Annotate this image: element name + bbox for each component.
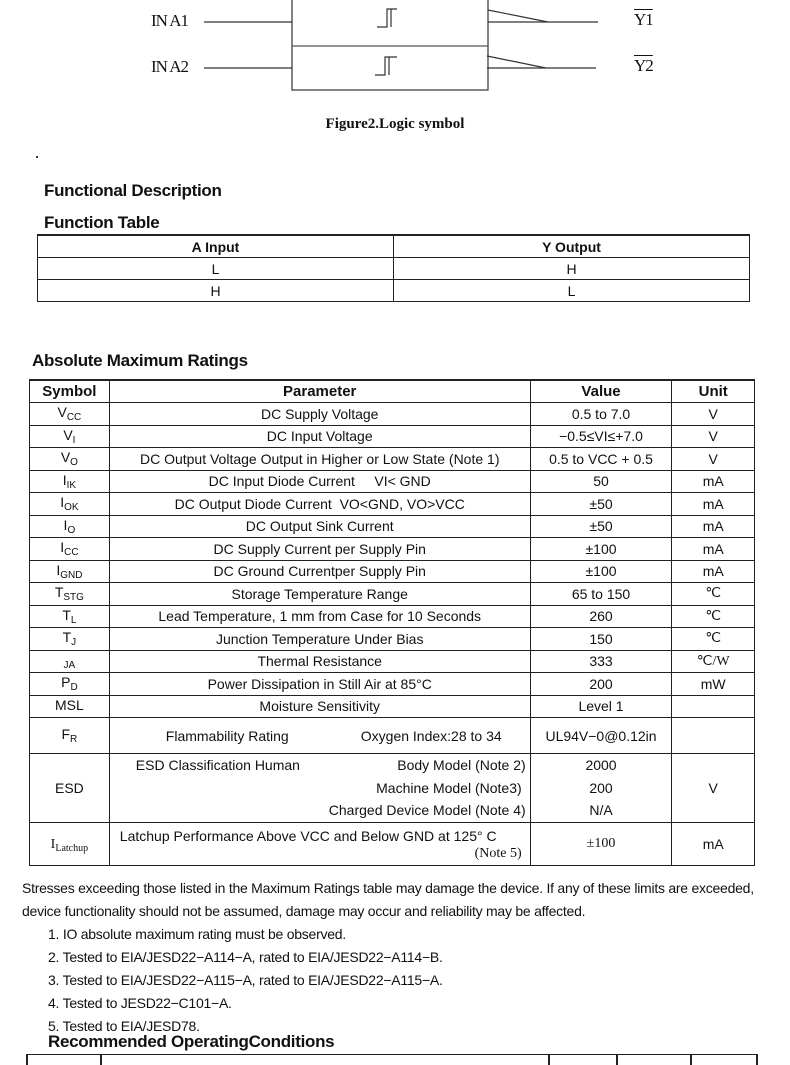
note-item: 2. Tested to EIA/JESD22−A114−A, rated to EIA/JESD22−A114−B.	[48, 949, 443, 965]
function-table	[37, 234, 750, 302]
table-row-flammability	[30, 718, 755, 754]
table-row-esd	[30, 754, 755, 823]
cell-symbol: $I_{GND}$	[30, 560, 110, 583]
cell-value: ±100	[530, 823, 672, 866]
esd-value-cdm: N/A	[589, 802, 613, 818]
column-header-unit: Unit	[672, 380, 755, 403]
notes-section	[22, 877, 787, 1038]
cell-unit: mA	[672, 515, 755, 538]
cell-value: Level 1	[530, 695, 672, 718]
cell-y-output: L	[394, 280, 750, 302]
column-header-y-output: Y Output	[394, 235, 750, 258]
cell-parameter: Power Dissipation in Still Air at 85°C	[109, 673, 530, 696]
cell-symbol: $I_{OK}$	[30, 493, 110, 516]
cell-symbol: JA	[30, 650, 110, 673]
cell-value: ±50	[530, 515, 672, 538]
table-row	[30, 560, 755, 583]
cell-unit	[672, 695, 755, 718]
stress-disclaimer: Stresses exceeding those listed in the Maximum Ratings table may damage the device. If any of these limits are exceeded, device functionality should not be assumed, damage may occur and reliability may be affected.	[22, 880, 754, 919]
cell-symbol: MSL	[30, 695, 110, 718]
cell-value: −0.5≤VI≤+7.0	[530, 425, 672, 448]
cell-unit: mA	[672, 493, 755, 516]
column-header-symbol: Symbol	[30, 380, 110, 403]
esd-model-human-body: Body Model (Note 2)	[397, 757, 526, 773]
cell-symbol: $I_{IK}$	[30, 470, 110, 493]
cell-unit: V	[672, 448, 755, 471]
logic-symbol-svg	[0, 0, 790, 112]
table-row	[30, 605, 755, 628]
cell-parameter: Thermal Resistance	[109, 650, 530, 673]
figure-caption: Figure2.Logic symbol	[325, 116, 465, 132]
table-row	[30, 628, 755, 651]
note-item: 5. Tested to EIA/JESD78.	[48, 1018, 200, 1034]
table-row-latchup	[30, 823, 755, 866]
cell-symbol: $T_L$	[30, 605, 110, 628]
cell-symbol: ESD	[30, 754, 110, 823]
cell-value: 65 to 150	[530, 583, 672, 606]
cell-value: UL94V−0@0.12in	[530, 718, 672, 754]
cell-symbol: $P_D$	[30, 673, 110, 696]
table-row	[30, 493, 755, 516]
cell-unit	[672, 718, 755, 754]
recommended-operating-conditions-table-top	[26, 1054, 758, 1065]
cell-value: 0.5 to 7.0	[530, 403, 672, 426]
cell-unit: ℃	[672, 628, 755, 651]
cell-unit: mA	[672, 823, 755, 866]
cell-symbol: $V_{CC}$	[30, 403, 110, 426]
pin-label-y2: Y2	[634, 56, 653, 75]
cell-parameter: DC Supply Current per Supply Pin	[109, 538, 530, 561]
column-header-value: Value	[530, 380, 672, 403]
note-item: 3. Tested to EIA/JESD22−A115−A, rated to EIA/JESD22−A115−A.	[48, 972, 443, 988]
cell-parameter: DC Supply Voltage	[109, 403, 530, 426]
cell-unit: ℃	[672, 605, 755, 628]
recommended-operating-conditions-heading: Recommended OperatingConditions	[48, 1032, 335, 1051]
table-row	[38, 258, 750, 280]
esd-classification-label: ESD Classification Human	[135, 757, 300, 773]
pin-label-in-a1: IN A1	[151, 11, 189, 30]
cell-unit: V	[672, 425, 755, 448]
table-row	[30, 650, 755, 673]
cell-symbol: $F_R$	[30, 718, 110, 754]
column-header-parameter: Parameter	[109, 380, 530, 403]
cell-parameter	[109, 718, 530, 754]
table-row	[30, 538, 755, 561]
stray-dot	[36, 156, 38, 158]
table-row	[30, 448, 755, 471]
oxygen-index-label: Oxygen Index:28 to 34	[360, 727, 502, 744]
table-row	[30, 673, 755, 696]
cell-value: 0.5 to VCC + 0.5	[530, 448, 672, 471]
table-row	[30, 403, 755, 426]
cell-parameter: DC Input Voltage	[109, 425, 530, 448]
cell-symbol: $V_O$	[30, 448, 110, 471]
table-row	[30, 425, 755, 448]
cell-value: ±50	[530, 493, 672, 516]
cell-value: 260	[530, 605, 672, 628]
cell-symbol: $I_O$	[30, 515, 110, 538]
cell-parameter: DC Output Voltage Output in Higher or Low State (Note 1)	[109, 448, 530, 471]
absolute-maximum-ratings-table	[29, 379, 755, 866]
cell-parameter: DC Output Sink Current	[109, 515, 530, 538]
cell-parameter: Junction Temperature Under Bias	[109, 628, 530, 651]
cell-parameter	[109, 823, 530, 866]
pin-label-in-a2: IN A2	[151, 57, 189, 76]
cell-value: 200	[530, 673, 672, 696]
cell-symbol: $I_{CC}$	[30, 538, 110, 561]
latchup-description: Latchup Performance Above VCC and Below GND at 125° C	[119, 828, 497, 844]
cell-parameter: Storage Temperature Range	[109, 583, 530, 606]
cell-unit: ℃	[672, 583, 755, 606]
cell-a-input: H	[38, 280, 394, 302]
pin-label-y1: Y1	[634, 10, 653, 29]
column-header-a-input: A Input	[38, 235, 394, 258]
cell-unit: mA	[672, 538, 755, 561]
note-item: 1. IO absolute maximum rating must be observed.	[48, 926, 346, 942]
esd-model-machine: Machine Model (Note3)	[376, 780, 522, 796]
esd-model-charged-device: Charged Device Model (Note 4)	[328, 802, 526, 818]
cell-unit: mA	[672, 560, 755, 583]
cell-parameter: DC Output Diode Current VO<GND, VO>VCC	[109, 493, 530, 516]
cell-parameter: Moisture Sensitivity	[109, 695, 530, 718]
esd-value-hbm: 2000	[585, 757, 617, 773]
cell-y-output: H	[394, 258, 750, 280]
cell-unit: V	[672, 754, 755, 823]
cell-symbol: $T_J$	[30, 628, 110, 651]
cell-value: 150	[530, 628, 672, 651]
latchup-note: (Note 5)	[474, 846, 522, 861]
cell-unit: ℃/W	[672, 650, 755, 673]
cell-unit: mA	[672, 470, 755, 493]
cell-parameter: DC Input Diode Current VI< GND	[109, 470, 530, 493]
cell-unit: mW	[672, 673, 755, 696]
table-row	[38, 280, 750, 302]
cell-value: 50	[530, 470, 672, 493]
absolute-maximum-ratings-heading: Absolute Maximum Ratings	[32, 351, 248, 370]
cell-symbol: $V_I$	[30, 425, 110, 448]
cell-unit: V	[672, 403, 755, 426]
amr-header-row	[30, 380, 755, 403]
function-table-header-row	[38, 235, 750, 258]
note-item: 4. Tested to JESD22−C101−A.	[48, 995, 232, 1011]
cell-value: 333	[530, 650, 672, 673]
functional-description-heading: Functional Description	[44, 181, 222, 200]
table-row	[30, 583, 755, 606]
table-row	[30, 470, 755, 493]
notes-list	[22, 923, 787, 1038]
cell-a-input: L	[38, 258, 394, 280]
cell-value: ±100	[530, 538, 672, 561]
cell-symbol: $T_{STG}$	[30, 583, 110, 606]
table-row	[30, 695, 755, 718]
cell-symbol: $I_{Latchup}$	[30, 823, 110, 866]
cell-value: ±100	[530, 560, 672, 583]
cell-value	[530, 754, 672, 823]
table-row	[30, 515, 755, 538]
esd-value-mm: 200	[589, 780, 613, 796]
function-table-heading: Function Table	[44, 213, 160, 232]
cell-parameter: Lead Temperature, 1 mm from Case for 10 Seconds	[109, 605, 530, 628]
cell-parameter	[109, 754, 530, 823]
flammability-label: Flammability Rating	[165, 727, 289, 744]
cell-parameter: DC Ground Currentper Supply Pin	[109, 560, 530, 583]
